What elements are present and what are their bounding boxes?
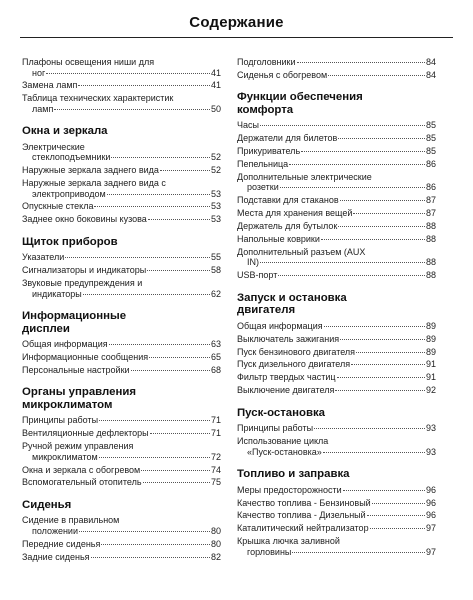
dot-leader <box>99 420 210 421</box>
page-number: 97 <box>425 546 436 557</box>
page-number: 58 <box>210 265 221 276</box>
page-number: 88 <box>425 257 436 268</box>
dot-leader <box>340 200 425 201</box>
dot-leader <box>149 357 210 358</box>
toc-entry-text: Пуск бензинового двигателя <box>237 346 356 357</box>
dot-leader <box>353 213 425 214</box>
toc-entry-text: Передние сиденья <box>22 538 101 549</box>
page-number: 52 <box>210 152 221 163</box>
dot-leader <box>99 457 210 458</box>
toc-entry-text: Подставки для стаканов <box>237 195 339 206</box>
toc-entry[interactable] <box>22 365 221 376</box>
dot-leader <box>324 326 425 327</box>
section-heading-line: Сиденья <box>22 498 72 511</box>
dot-leader <box>91 557 210 558</box>
toc-entry-text: Прикуриватель <box>237 146 301 157</box>
section-heading <box>22 499 221 512</box>
dot-leader <box>301 151 425 152</box>
toc-entry[interactable] <box>22 415 221 426</box>
page-number: 53 <box>210 201 221 212</box>
page-number: 65 <box>210 352 221 363</box>
dot-leader <box>280 187 425 188</box>
toc-entry[interactable] <box>237 159 436 170</box>
dot-leader <box>340 339 425 340</box>
toc-entry-text: розетки <box>247 182 279 193</box>
toc-entry-text: Сидение в правильном <box>22 515 120 526</box>
dot-leader <box>65 257 210 258</box>
section-heading-line: Функции обеспечения <box>237 91 363 104</box>
toc-entry-text: Пепельница <box>237 159 289 170</box>
toc-entry-text: Звуковые предупреждения и <box>22 278 143 289</box>
page-number: 97 <box>425 523 436 534</box>
page-number: 75 <box>210 477 221 488</box>
toc-entry[interactable] <box>237 321 436 332</box>
toc-entry-text: Принципы работы <box>22 415 99 426</box>
toc-entry[interactable] <box>237 146 436 157</box>
toc-entry[interactable] <box>237 234 436 245</box>
section-heading <box>237 292 436 317</box>
section-heading-line: дисплеи <box>22 322 70 335</box>
page-number: 85 <box>425 133 436 144</box>
page-number: 74 <box>210 464 221 475</box>
toc-entry-text: положении <box>32 525 78 536</box>
toc-entry[interactable] <box>22 477 221 488</box>
toc-entry[interactable] <box>237 247 436 268</box>
toc-entry-text: Персональные настройки <box>22 364 130 375</box>
toc-entry-text: «Пуск-остановка» <box>247 446 322 457</box>
toc-entry-text: Замена ламп <box>22 80 78 91</box>
toc-entry[interactable] <box>237 221 436 232</box>
dot-leader <box>83 294 210 295</box>
page-number: 53 <box>210 188 221 199</box>
toc-entry-text: Использование цикла <box>237 436 329 447</box>
page-number: 63 <box>210 339 221 350</box>
page-number: 41 <box>210 80 221 91</box>
toc-entry[interactable] <box>237 347 436 358</box>
page-number: 55 <box>210 252 221 263</box>
toc-entry[interactable] <box>22 515 221 536</box>
dot-leader <box>147 270 210 271</box>
toc-entry[interactable] <box>237 133 436 144</box>
page-number: 50 <box>210 103 221 114</box>
dot-leader <box>54 109 210 110</box>
toc-entry[interactable] <box>237 172 436 193</box>
toc-entry-text: Указатели <box>22 252 65 263</box>
page-number: 71 <box>210 415 221 426</box>
toc-entry-text: Плафоны освещения ниши для <box>22 57 155 67</box>
section-heading-line: комфорта <box>237 103 294 116</box>
toc-entry-text: микроклиматом <box>32 451 98 462</box>
toc-entry-text: Напольные коврики <box>237 234 320 245</box>
toc-entry[interactable] <box>22 428 221 439</box>
toc-entry-text: Меры предосторожности <box>237 484 342 495</box>
dot-leader <box>143 482 210 483</box>
page-number: 72 <box>210 451 221 462</box>
toc-entry[interactable] <box>22 465 221 476</box>
page-number: 82 <box>210 551 221 562</box>
toc-entry[interactable] <box>237 485 436 496</box>
toc-entry-text: ног <box>32 67 46 78</box>
toc-entry-text: Выключатель зажигания <box>237 333 340 344</box>
toc-entry-text: Каталитический нейтрализатор <box>237 523 369 534</box>
page-number: 62 <box>210 288 221 299</box>
toc-entry[interactable] <box>237 70 436 81</box>
dot-leader <box>337 377 425 378</box>
section-heading-line: Запуск и остановка <box>237 291 347 304</box>
section-heading <box>22 310 221 335</box>
page-number: 93 <box>425 446 436 457</box>
section-heading-line: Органы управления <box>22 386 136 399</box>
toc-entry-text: Места для хранения вещей <box>237 208 353 219</box>
page-number: 89 <box>425 346 436 357</box>
section-heading-line: Топливо и заправка <box>237 468 350 481</box>
toc-entry-text: Фильтр твердых частиц <box>237 372 336 383</box>
section-heading-line: микроклиматом <box>22 398 113 411</box>
page-number: 68 <box>210 364 221 375</box>
page-number: 87 <box>425 195 436 206</box>
toc-entry-text: горловины <box>247 546 292 557</box>
page-number: 88 <box>425 234 436 245</box>
toc-entry[interactable] <box>237 436 436 457</box>
dot-leader <box>321 239 425 240</box>
toc-entry[interactable] <box>22 352 221 363</box>
toc-entry-text: Выключение двигателя <box>237 385 335 396</box>
toc-entry-text: Принципы работы <box>237 423 314 434</box>
page-number: 91 <box>425 359 436 370</box>
dot-leader <box>94 206 210 207</box>
dot-leader <box>314 428 425 429</box>
page-number: 71 <box>210 428 221 439</box>
toc-column-left <box>22 57 221 565</box>
dot-leader <box>260 125 425 126</box>
toc-entry-text: Опускные стекла <box>22 201 94 212</box>
toc-entry-text: ламп <box>32 103 54 114</box>
page-number: 96 <box>425 510 436 521</box>
toc-entry[interactable] <box>237 523 436 534</box>
toc-entry-text: Общая информация <box>237 320 323 331</box>
page-number: 92 <box>425 385 436 396</box>
section-heading <box>237 407 436 420</box>
toc-entry-text: Сиденья с обогревом <box>237 69 328 80</box>
toc-entry[interactable] <box>237 120 436 131</box>
section-heading-line: Пуск-остановка <box>237 406 325 419</box>
section-heading <box>22 386 221 411</box>
page-number: 87 <box>425 208 436 219</box>
toc-entry-text: электроприводом <box>32 188 106 199</box>
page-number: 89 <box>425 320 436 331</box>
page-number: 84 <box>425 69 436 80</box>
toc-entry-text: Наружные зеркала заднего вида с <box>22 178 166 189</box>
toc-entry-text: Задние сиденья <box>22 551 90 562</box>
toc-entry[interactable] <box>22 57 221 78</box>
toc-entry[interactable] <box>237 208 436 219</box>
toc-entry[interactable] <box>237 270 436 281</box>
toc-entry[interactable] <box>22 539 221 550</box>
toc-entry[interactable] <box>237 334 436 345</box>
section-heading <box>22 236 221 249</box>
dot-leader <box>328 75 425 76</box>
toc-entry-text: Наружные зеркала заднего вида <box>22 165 159 176</box>
toc-entry[interactable] <box>22 441 221 462</box>
dot-leader <box>367 515 425 516</box>
toc-entry[interactable] <box>22 552 221 563</box>
toc-entry-text: Вентиляционные дефлекторы <box>22 428 149 439</box>
toc-entry[interactable] <box>237 498 436 509</box>
dot-leader <box>372 503 425 504</box>
section-heading-line: Информационные <box>22 310 127 323</box>
toc-entry[interactable] <box>237 372 436 383</box>
dot-leader <box>131 370 210 371</box>
toc-entry[interactable] <box>22 252 221 263</box>
page-number: 85 <box>425 120 436 131</box>
dot-leader <box>351 364 425 365</box>
section-heading <box>237 91 436 116</box>
page-number: 96 <box>425 497 436 508</box>
toc-entry-text: Таблица технических характеристик <box>22 93 174 104</box>
section-heading <box>22 125 221 138</box>
page-number: 88 <box>425 270 436 281</box>
toc-entry[interactable] <box>22 142 221 163</box>
section-heading-line: Окна и зеркала <box>22 125 108 138</box>
toc-entry[interactable] <box>237 195 436 206</box>
toc-entry-text: Держатели для билетов <box>237 133 338 144</box>
toc-entry[interactable] <box>22 201 221 212</box>
dot-leader <box>260 262 425 263</box>
dot-leader <box>148 219 210 220</box>
dot-leader <box>78 85 210 86</box>
toc-entry-text: Заднее окно боковины кузова <box>22 214 147 225</box>
toc-entry[interactable] <box>237 510 436 521</box>
page-number: 86 <box>425 159 436 170</box>
page-number: 89 <box>425 333 436 344</box>
dot-leader <box>356 352 425 353</box>
dot-leader <box>278 275 425 276</box>
dot-leader <box>141 470 210 471</box>
toc-entry-text: Часы <box>237 120 259 131</box>
toc-entry-text: Пуск дизельного двигателя <box>237 359 351 370</box>
toc-entry[interactable] <box>22 278 221 299</box>
page-number: 86 <box>425 182 436 193</box>
toc-entry[interactable] <box>22 339 221 350</box>
dot-leader <box>46 73 210 74</box>
toc-entry-text: стеклоподъемники <box>32 152 111 163</box>
toc-entry-text: Крышка лючка заливной <box>237 536 340 547</box>
toc-entry-text: Качество топлива - Дизельный <box>237 510 366 521</box>
dot-leader <box>338 138 425 139</box>
toc-column-right <box>237 57 436 560</box>
toc-entry[interactable] <box>237 536 436 557</box>
page-number: 93 <box>425 423 436 434</box>
toc-entry-text: USB-порт <box>237 270 278 281</box>
section-heading <box>237 468 436 481</box>
page-number: 80 <box>210 525 221 536</box>
dot-leader <box>79 531 210 532</box>
toc-entry-text: Электрические <box>22 141 85 152</box>
toc-entry[interactable] <box>22 214 221 225</box>
page-number: 52 <box>210 165 221 176</box>
page-number: 80 <box>210 538 221 549</box>
dot-leader <box>323 452 425 453</box>
toc-entry[interactable] <box>237 423 436 434</box>
dot-leader <box>292 552 425 553</box>
toc-entry-text: Дополнительные электрические <box>237 171 372 182</box>
dot-leader <box>109 344 210 345</box>
dot-leader <box>370 528 425 529</box>
toc-entry[interactable] <box>237 359 436 370</box>
dot-leader <box>160 170 210 171</box>
section-heading-line: Щиток приборов <box>22 235 118 248</box>
page-number: 96 <box>425 484 436 495</box>
toc-entry-text: Вспомогательный отопитель <box>22 477 142 488</box>
page-title: Содержание <box>189 14 284 31</box>
page-number: 91 <box>425 372 436 383</box>
toc-entry[interactable] <box>237 57 436 68</box>
page-number: 41 <box>210 67 221 78</box>
page-number: 85 <box>425 146 436 157</box>
toc-entry-text: Качество топлива - Бензиновый <box>237 497 371 508</box>
section-heading-line: двигателя <box>237 304 296 317</box>
page-number: 84 <box>425 57 436 67</box>
dot-leader <box>111 157 210 158</box>
toc-entry-text: Общая информация <box>22 339 108 350</box>
toc-entry[interactable] <box>22 178 221 199</box>
toc-entry-text: индикаторы <box>32 288 82 299</box>
dot-leader <box>297 62 425 63</box>
toc-entry[interactable] <box>237 385 436 396</box>
dot-leader <box>150 433 210 434</box>
dot-leader <box>335 390 425 391</box>
dot-leader <box>289 164 425 165</box>
toc-entry-text: Держатель для бутылок <box>237 221 338 232</box>
toc-entry-text: IN) <box>247 257 259 268</box>
toc-entry[interactable] <box>22 80 221 91</box>
toc-entry-text: Ручной режим управления <box>22 441 134 452</box>
toc-entry-text: Подголовники <box>237 57 296 67</box>
toc-entry[interactable] <box>22 93 221 114</box>
dot-leader <box>107 194 210 195</box>
page-number: 88 <box>425 221 436 232</box>
title-underline <box>20 37 453 38</box>
toc-entry-text: Дополнительный разъем (AUX <box>237 246 366 257</box>
toc-entry[interactable] <box>22 165 221 176</box>
toc-entry-text: Окна и зеркала с обогревом <box>22 464 141 475</box>
dot-leader <box>343 490 425 491</box>
toc-entry-text: Сигнализаторы и индикаторы <box>22 265 147 276</box>
toc-entry-text: Информационные сообщения <box>22 352 149 363</box>
dot-leader <box>338 226 425 227</box>
dot-leader <box>101 544 210 545</box>
toc-entry[interactable] <box>22 265 221 276</box>
page-number: 53 <box>210 214 221 225</box>
